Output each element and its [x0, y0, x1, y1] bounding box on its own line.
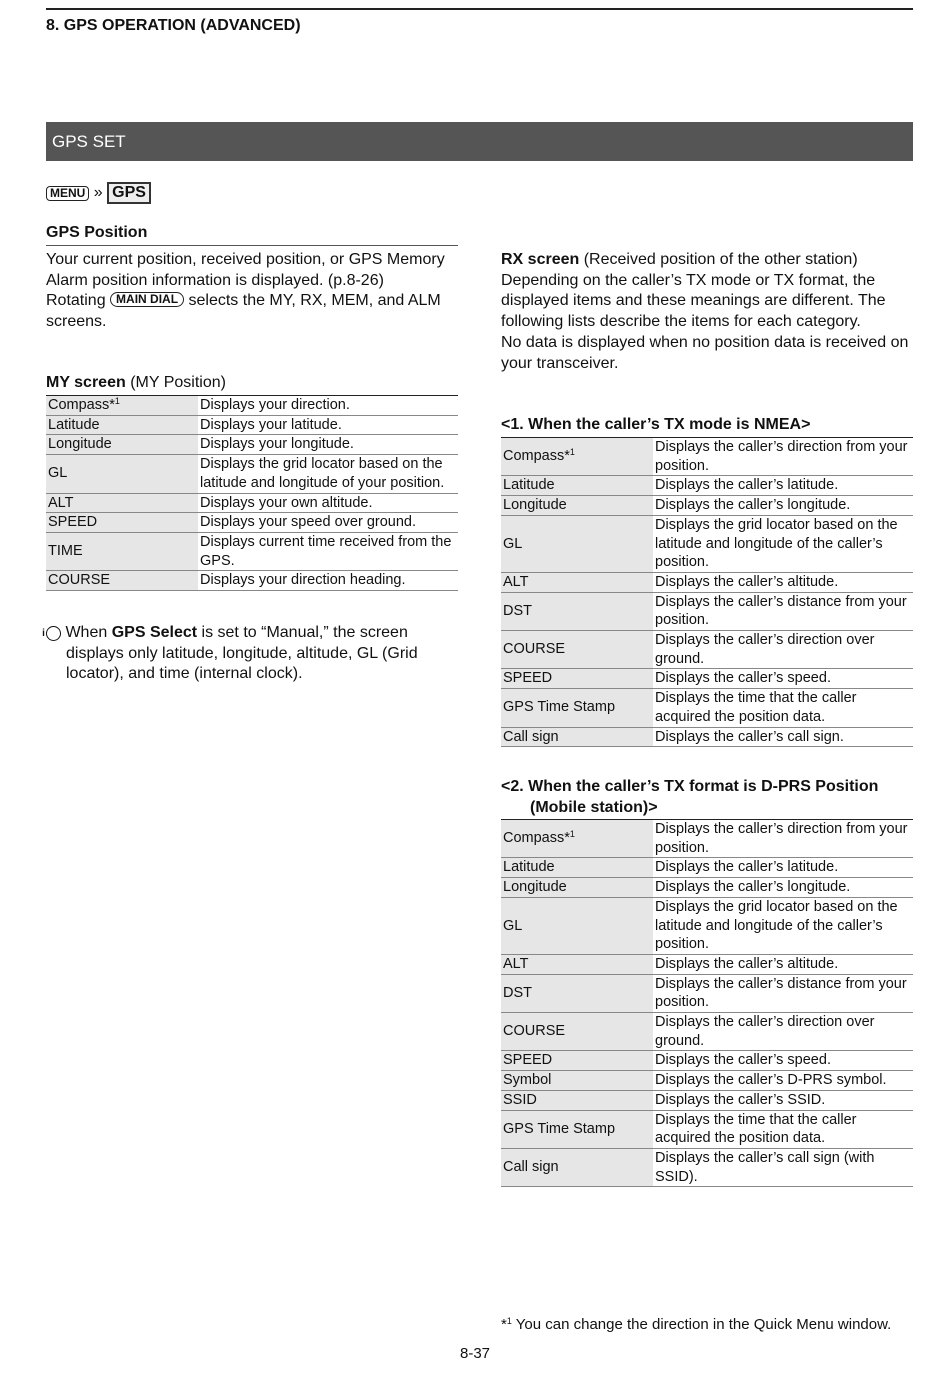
footnote-ref: 1	[114, 396, 120, 406]
item-description: Displays the caller’s call sign (with SSID).	[653, 1148, 913, 1186]
para2-before: Rotating	[46, 292, 106, 310]
item-name-text: GPS Time Stamp	[503, 699, 616, 716]
footnote-sup: 1	[506, 1316, 512, 1326]
item-name	[46, 455, 198, 493]
item-description: Displays your own altitude.	[198, 493, 458, 513]
item-name-text: ALT	[503, 955, 529, 972]
main-dial-key: MAIN DIAL	[110, 292, 184, 307]
table-row	[46, 415, 458, 435]
table-row	[501, 689, 913, 727]
item-description: Displays the caller’s longitude.	[653, 878, 913, 898]
item-name	[501, 1110, 653, 1148]
table-row	[501, 1148, 913, 1186]
my-screen-heading	[46, 374, 226, 392]
item-description: Displays the caller’s call sign.	[653, 727, 913, 747]
item-description: Displays the grid locator based on the latitude and longitude of the caller’s position.	[653, 515, 913, 572]
item-name-text: ALT	[48, 494, 74, 511]
item-name-text: DST	[503, 602, 532, 619]
gps-select-note	[42, 623, 458, 685]
item-name-text: COURSE	[503, 641, 566, 658]
item-name-text: COURSE	[48, 572, 111, 589]
item-name-text: Compass*	[503, 830, 570, 847]
table-row	[501, 858, 913, 878]
item-name-text: Latitude	[48, 416, 100, 433]
item-name	[501, 858, 653, 878]
item-description: Displays the caller’s direction from your position.	[653, 820, 913, 858]
rx-screen-description	[501, 250, 913, 374]
footnote-mark: *	[501, 1316, 507, 1333]
table-row	[501, 897, 913, 954]
item-name	[501, 1071, 653, 1091]
item-description: Displays the caller’s distance from your position.	[653, 974, 913, 1012]
item-name-text: GL	[503, 917, 523, 934]
item-name-text: GPS Time Stamp	[503, 1120, 616, 1137]
footnote-ref: 1	[569, 829, 575, 840]
item-name	[501, 820, 653, 858]
my-screen-title: MY screen	[46, 374, 126, 391]
gps-position-para2	[46, 291, 458, 332]
table-row	[501, 438, 913, 476]
item-name	[501, 954, 653, 974]
item-description: Displays the caller’s direction from your position.	[653, 438, 913, 476]
item-description: Displays the caller’s latitude.	[653, 476, 913, 496]
item-description: Displays the caller’s altitude.	[653, 954, 913, 974]
table-row	[501, 727, 913, 747]
note-pre: When	[65, 624, 108, 641]
nmea-heading: <1. When the caller’s TX mode is NMEA>	[501, 416, 811, 433]
item-name-text: GL	[503, 535, 523, 552]
table-row	[501, 592, 913, 630]
dprs-table	[501, 819, 913, 1187]
item-description: Displays your direction heading.	[198, 571, 458, 591]
item-name-text: ALT	[503, 573, 529, 590]
info-icon: i	[46, 626, 61, 641]
item-name	[501, 974, 653, 1012]
item-description: Displays your direction.	[198, 396, 458, 416]
rx-screen-subtitle: (Received position of the other station)	[583, 251, 858, 268]
item-name	[46, 415, 198, 435]
item-description: Displays your speed over ground.	[198, 513, 458, 533]
dprs-heading-line1: <2. When the caller’s TX format is D-PRS Position	[501, 778, 879, 795]
item-description: Displays the caller’s longitude.	[653, 496, 913, 516]
dprs-heading-line2: (Mobile station)>	[530, 798, 658, 816]
nmea-table	[501, 437, 913, 747]
item-name	[501, 572, 653, 592]
item-name	[501, 727, 653, 747]
item-name	[501, 1013, 653, 1051]
item-name	[501, 515, 653, 572]
dprs-heading	[501, 777, 913, 818]
item-name-text: GL	[48, 465, 68, 482]
table-row	[501, 1110, 913, 1148]
item-description: Displays the caller’s speed.	[653, 1051, 913, 1071]
table-row	[501, 1090, 913, 1110]
table-row	[46, 396, 458, 416]
item-name-text: Longitude	[503, 879, 567, 896]
menu-key: MENU	[46, 186, 89, 201]
footnote-text: You can change the direction in the Quick Menu window.	[515, 1316, 892, 1333]
item-name-text: Call sign	[503, 1159, 559, 1176]
table-row	[501, 631, 913, 669]
item-name-text: Latitude	[503, 477, 555, 494]
item-name	[501, 1090, 653, 1110]
table-row	[501, 515, 913, 572]
table-row	[501, 572, 913, 592]
menu-path	[46, 182, 151, 204]
item-name-text: COURSE	[503, 1023, 566, 1040]
gps-key: GPS	[107, 182, 151, 204]
item-name	[46, 493, 198, 513]
item-name-text: SSID	[503, 1091, 537, 1108]
table-row	[501, 954, 913, 974]
item-description: Displays the caller’s SSID.	[653, 1090, 913, 1110]
rx-screen-title: RX screen	[501, 251, 580, 268]
table-row	[501, 1071, 913, 1091]
my-screen-table	[46, 395, 458, 591]
item-name-text: DST	[503, 984, 532, 1001]
item-name-text: Symbol	[503, 1072, 552, 1089]
item-description: Displays the caller’s D-PRS symbol.	[653, 1071, 913, 1091]
item-description: Displays the caller’s speed.	[653, 669, 913, 689]
item-description: Displays the grid locator based on the latitude and longitude of your position.	[198, 455, 458, 493]
table-row	[501, 496, 913, 516]
item-description: Displays the caller’s distance from your position.	[653, 592, 913, 630]
item-name-text: Call sign	[503, 728, 559, 745]
table-row	[501, 974, 913, 1012]
gps-position-para1: Your current position, received position, or GPS Memory Alarm position information is displayed. (p.8-26)	[46, 251, 445, 289]
item-description: Displays your longitude.	[198, 435, 458, 455]
menu-path-separator: »	[93, 184, 103, 202]
section-band: GPS SET	[46, 122, 913, 161]
item-name-text: SPEED	[48, 514, 98, 531]
gps-position-heading: GPS Position	[46, 224, 458, 246]
rx-screen-body: Depending on the caller’s TX mode or TX format, the displayed items and these meanings are different. The following lists describe the items for each category.	[501, 271, 886, 331]
item-name	[501, 878, 653, 898]
table-row	[501, 1051, 913, 1071]
item-name	[46, 435, 198, 455]
item-description: Displays current time received from the GPS.	[198, 532, 458, 570]
item-name-text: Compass*	[48, 397, 115, 413]
item-description: Displays the caller’s direction over ground.	[653, 631, 913, 669]
item-name-text: TIME	[48, 543, 83, 560]
rx-screen-body2: No data is displayed when no position data is received on your transceiver.	[501, 333, 909, 372]
item-name	[46, 532, 198, 570]
item-name-text: SPEED	[503, 670, 553, 687]
footnote	[501, 1316, 891, 1333]
item-name	[501, 897, 653, 954]
item-name-text: Longitude	[48, 436, 112, 453]
table-row	[501, 1013, 913, 1051]
table-row	[501, 820, 913, 858]
table-row	[46, 513, 458, 533]
item-name	[46, 513, 198, 533]
item-name	[501, 669, 653, 689]
header-rule	[46, 8, 913, 10]
note-bold: GPS Select	[111, 624, 198, 641]
chapter-title: 8. GPS OPERATION (ADVANCED)	[46, 17, 301, 34]
item-name	[501, 438, 653, 476]
table-row	[46, 455, 458, 493]
footnote-ref: 1	[569, 447, 575, 458]
item-name-text: Longitude	[503, 497, 567, 514]
page-number: 8-37	[459, 1345, 491, 1362]
table-row	[501, 669, 913, 689]
item-description: Displays the caller’s direction over ground.	[653, 1013, 913, 1051]
note-post: is set to “Manual,” the screen displays only latitude, longitude, altitude, GL (Grid locator), and time (internal clock).	[66, 624, 418, 683]
item-description: Displays the grid locator based on the latitude and longitude of the caller’s position.	[653, 897, 913, 954]
item-name-text: SPEED	[503, 1052, 553, 1069]
table-row	[46, 571, 458, 591]
item-name	[501, 631, 653, 669]
item-description: Displays the caller’s latitude.	[653, 858, 913, 878]
item-name	[501, 496, 653, 516]
item-description: Displays the caller’s altitude.	[653, 572, 913, 592]
item-name	[46, 571, 198, 591]
item-name	[501, 1051, 653, 1071]
table-row	[501, 878, 913, 898]
item-description: Displays the time that the caller acquired the position data.	[653, 689, 913, 727]
table-row	[501, 476, 913, 496]
item-name-text: Compass*	[503, 448, 570, 465]
item-name	[501, 689, 653, 727]
para2-after: selects the MY, RX, MEM, and ALM screens.	[46, 292, 441, 331]
item-name	[501, 592, 653, 630]
item-name-text: Latitude	[503, 859, 555, 876]
item-description: Displays the time that the caller acquired the position data.	[653, 1110, 913, 1148]
table-row	[46, 435, 458, 455]
item-name	[501, 476, 653, 496]
item-name	[46, 396, 198, 416]
item-name	[501, 1148, 653, 1186]
table-row	[46, 532, 458, 570]
item-description: Displays your latitude.	[198, 415, 458, 435]
table-row	[46, 493, 458, 513]
gps-position-description	[46, 250, 458, 333]
my-screen-subtitle: (MY Position)	[130, 374, 226, 391]
